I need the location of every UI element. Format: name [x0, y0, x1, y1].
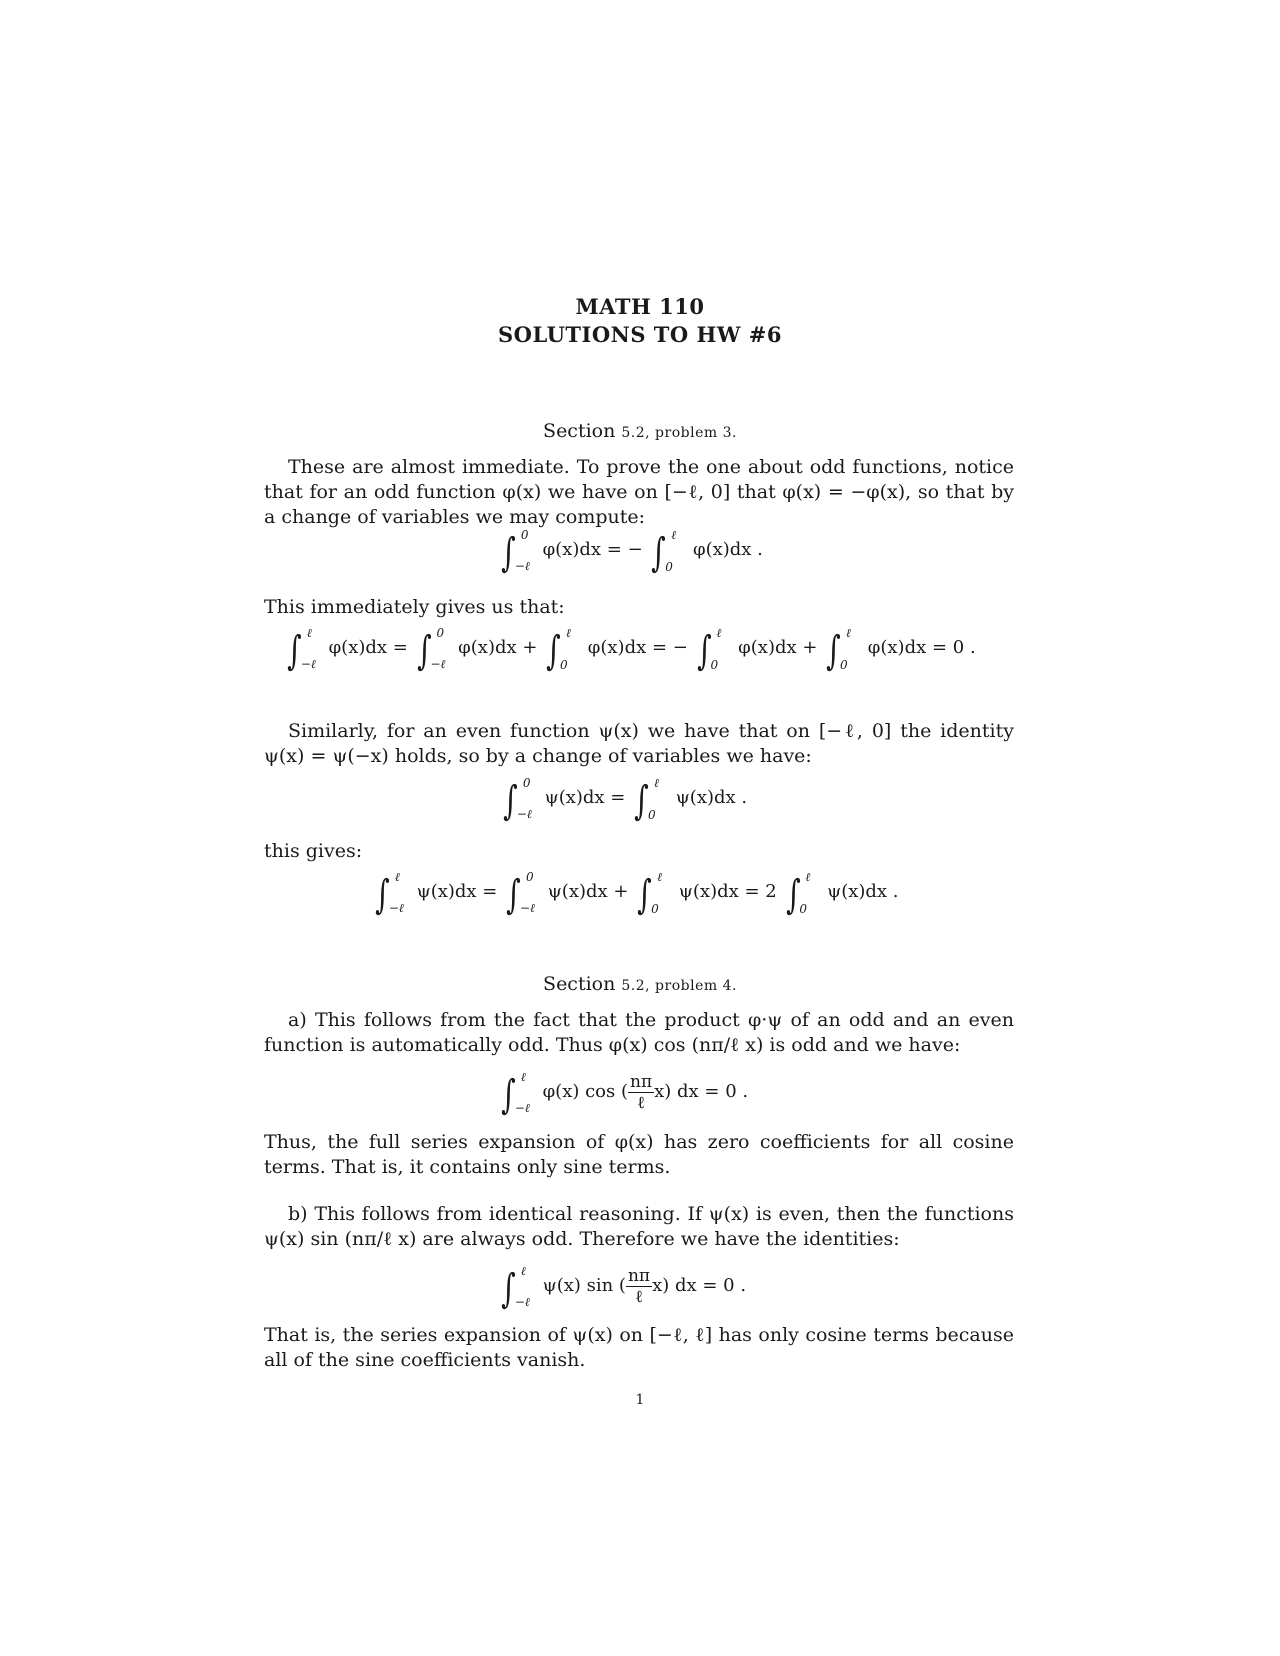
paragraph-odd-functions: [264, 455, 1014, 530]
paragraph-even-functions: [264, 719, 1014, 769]
equation-5: ∫ ℓ −ℓ φ(x) cos ( $\frac{n\pi}{\text{ℓ}}$ x) dx = 0 .: [501, 1070, 749, 1118]
paragraph-after-b: That is, the series expansion of ψ(x) on [−ℓ, ℓ] has only cosine terms because all of the sine coefficients vanish.: [264, 1324, 1014, 1371]
equation-2: ∫ ℓ −ℓ φ(x)dx = ∫ 0 −ℓ φ(x)dx + ∫ ℓ 0 φ(x)dx = − ∫ ℓ 0 φ(x)dx + ∫ ℓ 0 φ(x)dx = 0 .: [287, 626, 976, 674]
section-heading-problem-4: [0, 973, 1280, 995]
equation-6: ∫ ℓ −ℓ ψ(x) sin ( $\frac{n\pi}{\text{ℓ}}$ x) dx = 0 .: [501, 1264, 747, 1312]
fraction: $\frac{n\pi}{\text{ℓ}}$: [630, 1071, 653, 1113]
eq1-right: φ(x)dx .: [692, 539, 763, 560]
heading-word: Section: [543, 973, 616, 995]
equation-4: ∫ ℓ −ℓ ψ(x)dx = ∫ 0 −ℓ ψ(x)dx + ∫ ℓ 0 ψ(x)dx = 2 ∫ ℓ 0 ψ(x)dx .: [375, 870, 899, 918]
eq4-part-c: ψ(x)dx = 2: [678, 881, 777, 902]
section-heading-problem-3: [0, 420, 1280, 442]
eq2-part-a: φ(x)dx =: [328, 637, 408, 658]
eq6-left: ψ(x) sin (: [542, 1275, 626, 1296]
heading-rest: 5.2, problem 3.: [621, 425, 737, 441]
paragraph-part-b: [264, 1202, 1014, 1252]
eq2-part-d: φ(x)dx +: [738, 637, 818, 658]
equation-3: ∫ 0 −ℓ ψ(x)dx = ∫ ℓ 0 ψ(x)dx .: [503, 776, 748, 824]
eq2-part-b: φ(x)dx +: [458, 637, 538, 658]
paragraph-text: b) This follows from identical reasoning. If ψ(x) is even, then the functions ψ(x) sin (nπ/ℓ x) are always odd. Therefore we have the identities:: [264, 1203, 1014, 1250]
eq1-left: φ(x)dx = −: [542, 539, 643, 560]
eq5-right: x) dx = 0 .: [654, 1081, 749, 1102]
eq4-part-a: ψ(x)dx =: [416, 881, 498, 902]
eq4-part-b: ψ(x)dx +: [547, 881, 629, 902]
eq3-left: ψ(x)dx =: [544, 787, 626, 808]
eq2-part-e: φ(x)dx = 0 .: [867, 637, 976, 658]
equation-1: ∫ 0 −ℓ φ(x)dx = − ∫ ℓ 0 φ(x)dx .: [501, 528, 763, 576]
paragraph-text: a) This follows from the fact that the product φ·ψ of an odd and an even function is automatically odd. Thus φ(x) cos (nπ/ℓ x) is odd and we have:: [264, 1009, 1014, 1056]
page-number: 1: [635, 1392, 645, 1408]
paragraph-text: Similarly, for an even function ψ(x) we have that on [−ℓ, 0] the identity ψ(x) = ψ(−x) holds, so by a change of variables we have:: [264, 720, 1014, 767]
eq5-left: φ(x) cos (: [542, 1081, 628, 1102]
eq3-right: ψ(x)dx .: [675, 787, 748, 808]
paragraph-part-a: [264, 1008, 1014, 1058]
eq2-part-c: φ(x)dx = −: [587, 637, 688, 658]
lead-text-2: This immediately gives us that:: [264, 596, 565, 618]
document-subtitle: SOLUTIONS TO HW #6: [498, 322, 782, 347]
heading-rest: 5.2, problem 4.: [621, 978, 737, 994]
paragraph-text: These are almost immediate. To prove the one about odd functions, notice that for an odd function φ(x) we have on [−ℓ, 0] that φ(x) = −φ(x), so that by a change of variables we may compute:: [264, 456, 1014, 528]
paragraph-after-a: Thus, the full series expansion of φ(x) has zero coefficients for all cosine terms. That is, it contains only sine terms.: [264, 1131, 1014, 1178]
heading-word: Section: [543, 420, 616, 442]
eq6-right: x) dx = 0 .: [652, 1275, 747, 1296]
course-title: MATH 110: [575, 294, 705, 319]
fraction: $\frac{n\pi}{\text{ℓ}}$: [627, 1265, 651, 1307]
eq4-part-d: ψ(x)dx .: [827, 881, 899, 902]
lead-text-3: this gives:: [264, 840, 363, 862]
